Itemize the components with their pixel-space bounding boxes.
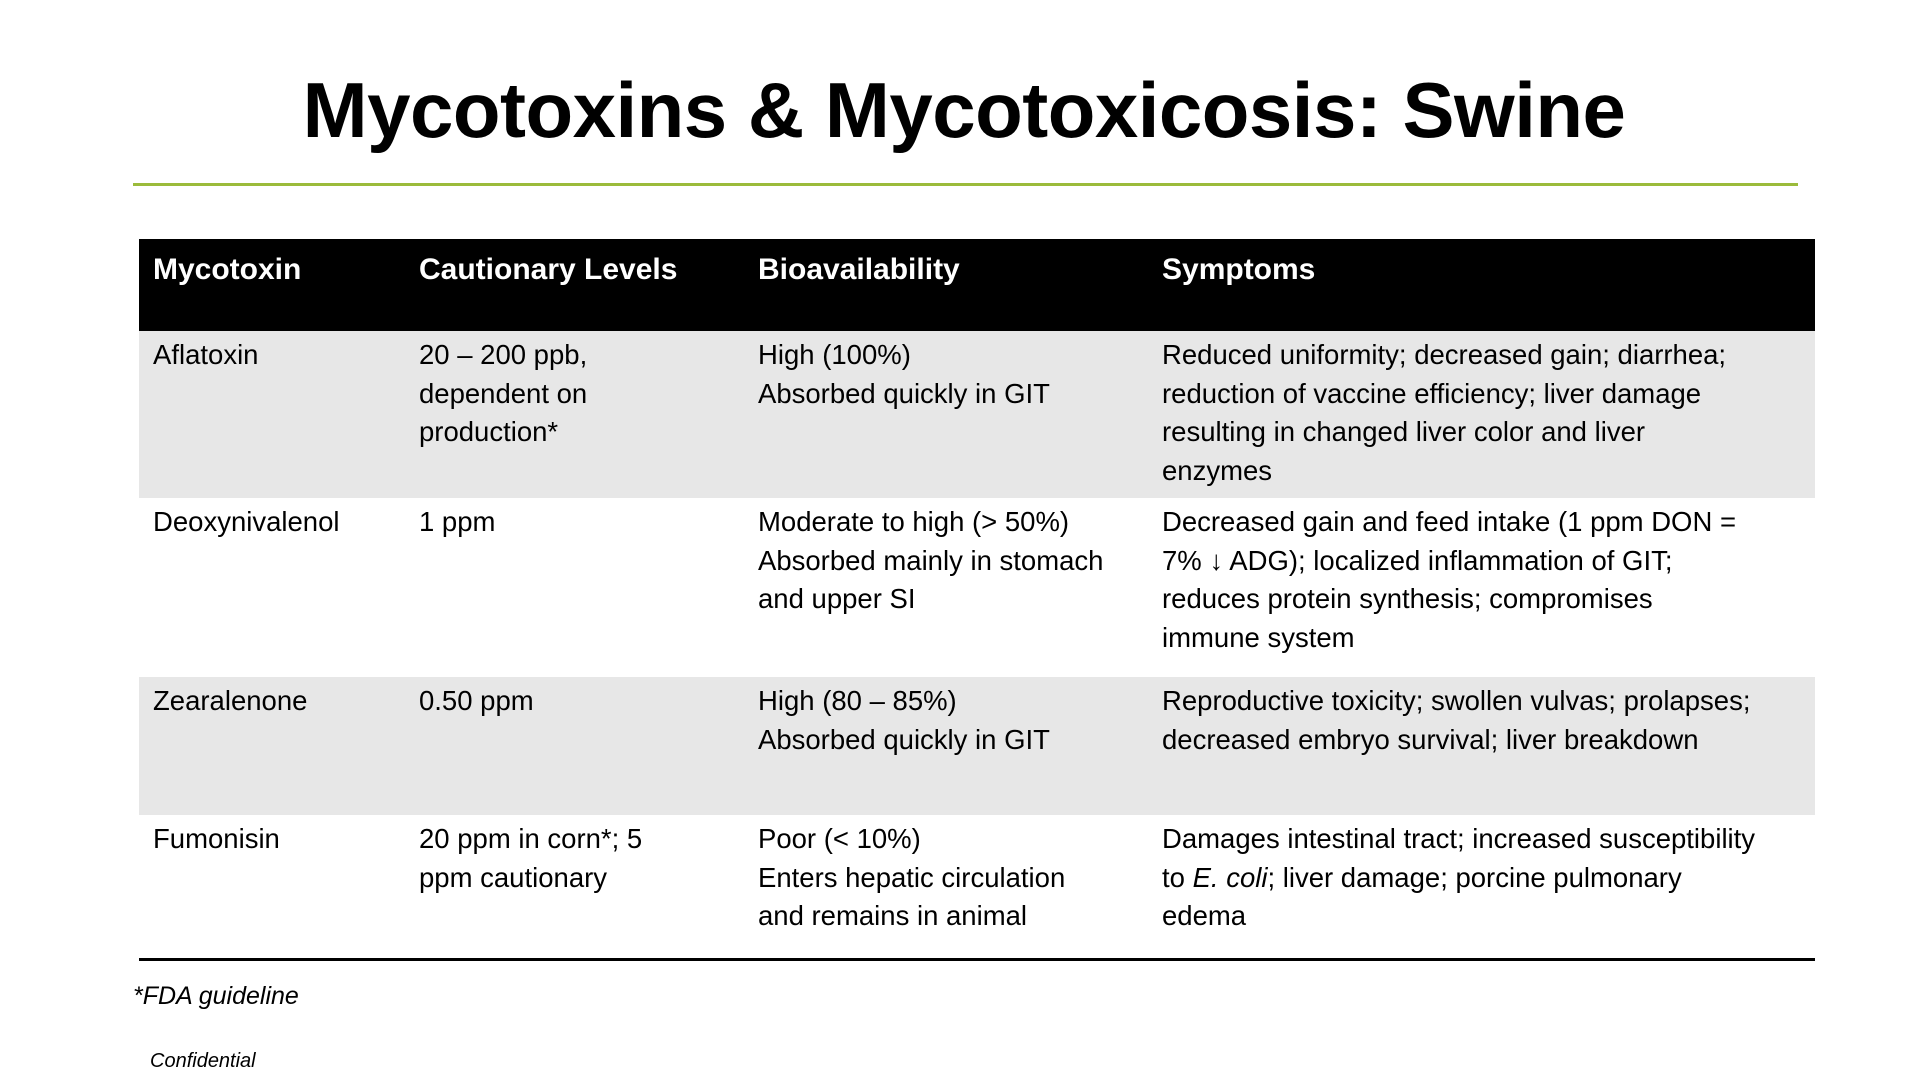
header-cautionary-levels: Cautionary Levels [419, 253, 678, 286]
e-coli-italic: E. coli [1192, 861, 1268, 893]
cell-mycotoxin: Zearalenone [153, 685, 308, 716]
cell-levels [405, 498, 744, 677]
table-bottom-border [139, 958, 1815, 961]
cell-symptoms [1148, 498, 1815, 677]
text-line: enzymes [1162, 454, 1273, 486]
text-line: reduction of vaccine efficiency; liver damage [1162, 377, 1702, 409]
text-line: ppm cautionary [419, 861, 608, 893]
header-bioavailability: Bioavailability [758, 253, 960, 286]
text-line [1162, 859, 1801, 898]
text-line: resulting in changed liver color and liver [1162, 416, 1646, 447]
text-fragment: to [1162, 861, 1193, 893]
text-line: 0.50 ppm [419, 685, 534, 716]
text-line: Moderate to high (> 50%) [758, 506, 1070, 537]
text-line: Reproductive toxicity; swollen vulvas; prolapses; [1162, 685, 1751, 716]
mycotoxin-table [139, 239, 1815, 952]
cell-symptoms [1148, 815, 1815, 952]
cell-symptoms [1148, 331, 1815, 498]
cell-levels [405, 677, 744, 815]
text-line: and upper SI [758, 583, 916, 614]
confidential-label: Confidential [150, 1050, 256, 1072]
header-mycotoxin: Mycotoxin [153, 253, 302, 286]
text-line: Absorbed quickly in GIT [758, 377, 1050, 409]
text-line: 7% ↓ ADG); localized inflammation of GIT; [1162, 544, 1673, 576]
text-line: 20 – 200 ppb, [419, 339, 588, 370]
table-row [139, 498, 1815, 677]
table-row [139, 815, 1815, 952]
text-line: Decreased gain and feed intake (1 ppm DON = [1162, 506, 1737, 537]
text-line: Enters hepatic circulation [758, 861, 1066, 893]
text-line: High (80 – 85%) [758, 685, 957, 716]
table-row [139, 331, 1815, 498]
text-line: production* [419, 416, 559, 447]
text-line: Absorbed quickly in GIT [758, 723, 1050, 755]
text-line: 20 ppm in corn*; 5 [419, 823, 643, 854]
cell-mycotoxin: Aflatoxin [153, 339, 259, 370]
cell-bioavailability [744, 815, 1148, 952]
text-line: dependent on [419, 377, 588, 409]
text-line: edema [1162, 900, 1247, 931]
text-line: Reduced uniformity; decreased gain; diarrhea; [1162, 339, 1727, 370]
text-line: immune system [1162, 621, 1355, 653]
slide-title: Mycotoxins & Mycotoxicosis: Swine [302, 66, 1626, 154]
cell-bioavailability [744, 498, 1148, 677]
mycotoxin-table-container [139, 239, 1815, 952]
cell-levels [405, 331, 744, 498]
text-line: decreased embryo survival; liver breakdown [1162, 723, 1699, 755]
table-header-row [139, 239, 1815, 331]
cell-bioavailability [744, 331, 1148, 498]
text-line: reduces protein synthesis; compromises [1162, 583, 1653, 614]
header-symptoms: Symptoms [1162, 253, 1316, 286]
text-line: Absorbed mainly in stomach [758, 544, 1104, 576]
text-line: and remains in animal [758, 900, 1028, 931]
title-divider [133, 183, 1798, 186]
text-line: Poor (< 10%) [758, 823, 921, 854]
text-line: 1 ppm [419, 506, 496, 537]
text-fragment: ; liver damage; porcine pulmonary [1267, 861, 1682, 893]
cell-bioavailability [744, 677, 1148, 815]
table-row [139, 677, 1815, 815]
text-line: Damages intestinal tract; increased susceptibility [1162, 823, 1756, 854]
cell-mycotoxin: Deoxynivalenol [153, 506, 340, 537]
cell-levels [405, 815, 744, 952]
text-line: High (100%) [758, 339, 911, 370]
cell-mycotoxin: Fumonisin [153, 823, 280, 854]
footnote: *FDA guideline [133, 982, 299, 1010]
cell-symptoms [1148, 677, 1815, 815]
